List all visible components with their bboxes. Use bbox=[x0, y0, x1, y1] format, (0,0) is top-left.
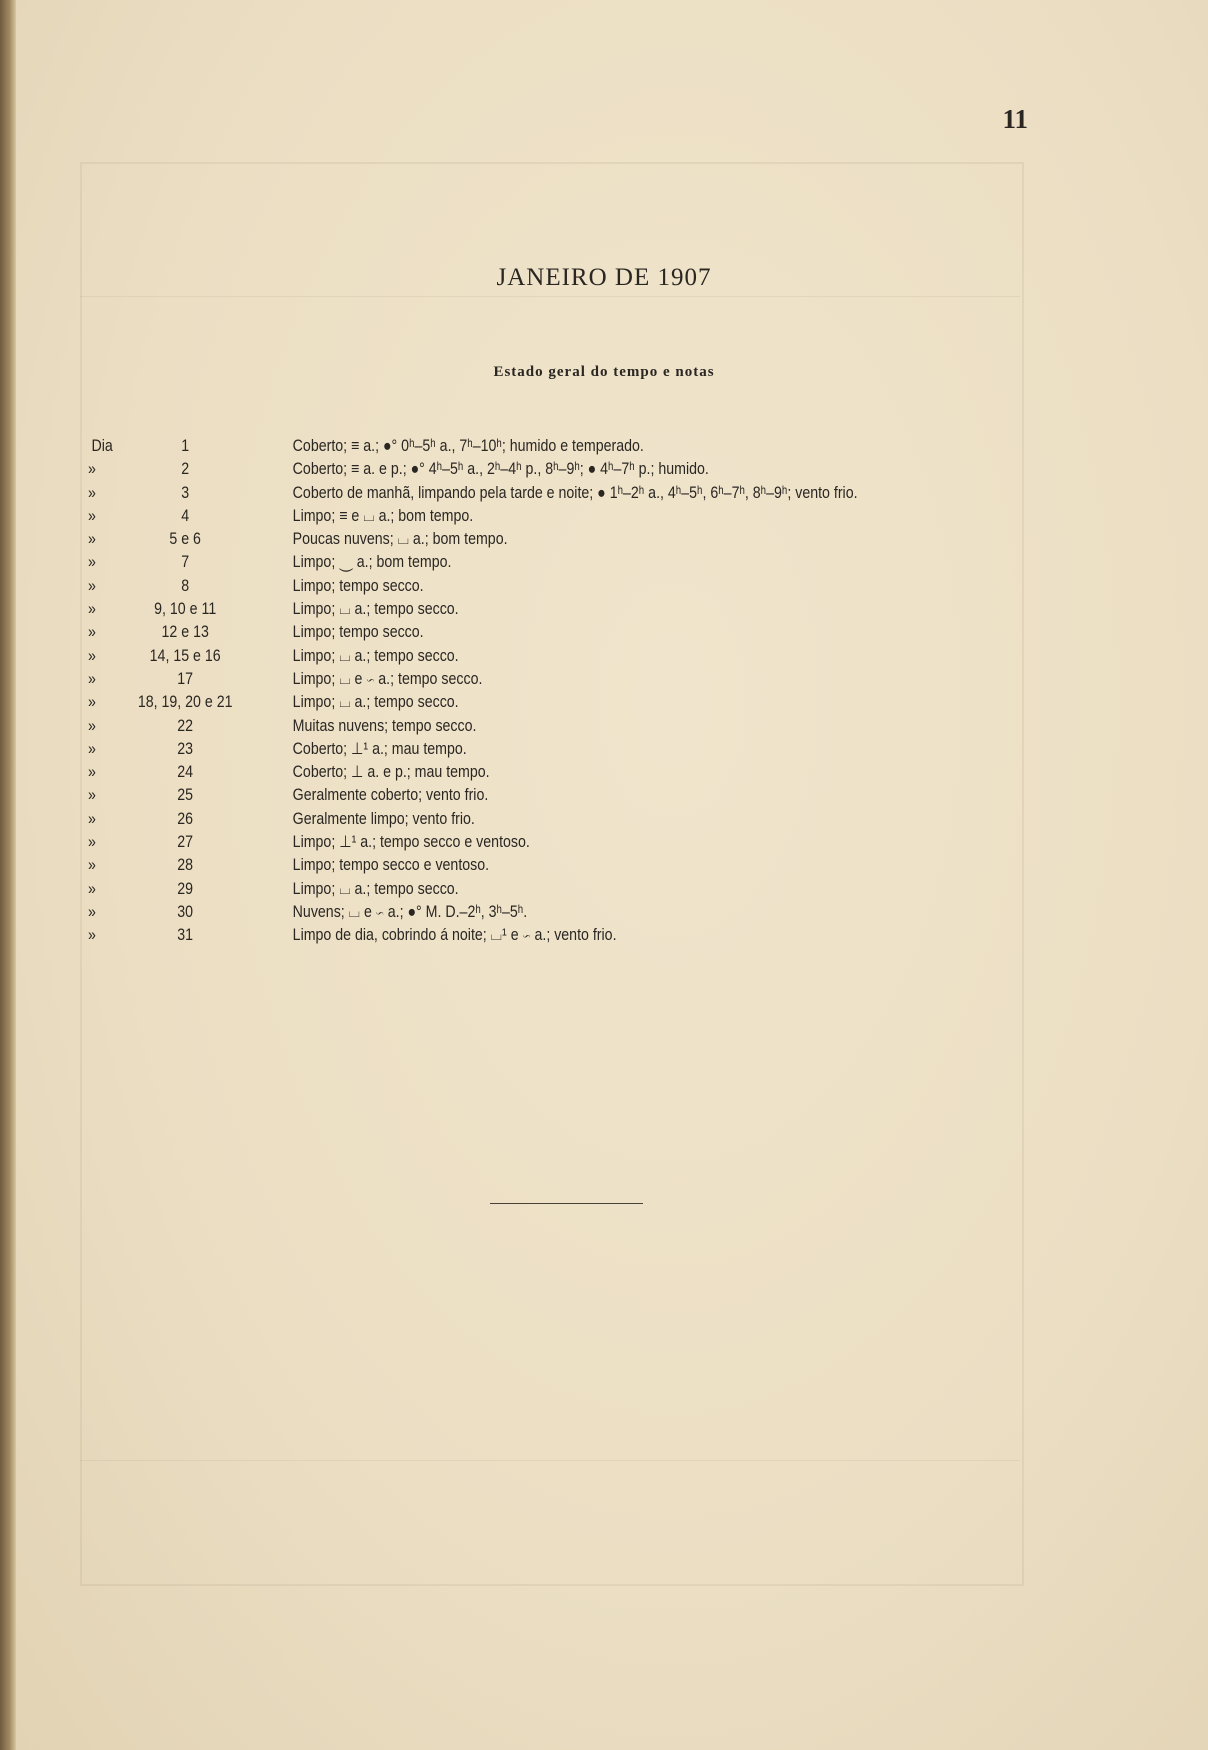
bleed-through-line bbox=[80, 1460, 1020, 1461]
weather-note: Limpo; ⏝ a.; bom tempo. bbox=[292, 553, 452, 572]
weather-note: Coberto; ⊥¹ a.; mau tempo. bbox=[292, 739, 467, 758]
day-label: 29 bbox=[177, 879, 194, 898]
weather-note: Limpo; ≡ e ⌴ a.; bom tempo. bbox=[292, 506, 474, 525]
ditto-mark: » bbox=[88, 902, 96, 921]
list-item bbox=[88, 878, 862, 901]
list-item bbox=[88, 621, 862, 644]
ditto-mark: » bbox=[88, 600, 96, 619]
weather-note: Limpo; ⊥¹ a.; tempo secco e ventoso. bbox=[292, 833, 530, 852]
day-label: 17 bbox=[177, 669, 194, 688]
day-label: 26 bbox=[177, 809, 194, 828]
day-label: 25 bbox=[177, 786, 194, 805]
ditto-mark: » bbox=[88, 646, 96, 665]
day-label: 23 bbox=[177, 739, 194, 758]
ditto-mark: » bbox=[88, 623, 96, 642]
list-item bbox=[88, 435, 862, 458]
weather-notes-list bbox=[88, 435, 988, 948]
day-label: 30 bbox=[177, 902, 194, 921]
list-item bbox=[88, 528, 862, 551]
list-item bbox=[88, 668, 862, 691]
ditto-mark: » bbox=[88, 926, 96, 945]
list-item bbox=[88, 854, 862, 877]
weather-note: Coberto; ≡ a. e p.; ●° 4ʰ–5ʰ a., 2ʰ–4ʰ p., 8ʰ–9ʰ; ● 4ʰ–7ʰ p.; humido. bbox=[292, 460, 709, 479]
weather-note: Limpo; ⌴ a.; tempo secco. bbox=[292, 600, 459, 619]
ditto-mark: » bbox=[88, 506, 96, 525]
ditto-mark: » bbox=[88, 833, 96, 852]
day-label: 3 bbox=[181, 483, 190, 502]
ditto-mark: Dia bbox=[91, 437, 113, 455]
weather-note: Limpo; ⌴ a.; tempo secco. bbox=[292, 646, 459, 665]
weather-note: Limpo; tempo secco e ventoso. bbox=[292, 856, 490, 875]
day-label: 14, 15 e 16 bbox=[149, 646, 221, 665]
list-item bbox=[88, 738, 862, 761]
ditto-mark: » bbox=[88, 879, 96, 898]
ditto-mark: » bbox=[88, 716, 96, 735]
weather-note: Poucas nuvens; ⌴ a.; bom tempo. bbox=[292, 530, 508, 549]
list-item bbox=[88, 761, 862, 784]
day-label: 2 bbox=[181, 460, 190, 479]
day-label: 28 bbox=[177, 856, 194, 875]
weather-note: Limpo; tempo secco. bbox=[292, 576, 424, 595]
ditto-mark: » bbox=[88, 553, 96, 572]
list-item bbox=[88, 784, 862, 807]
closing-rule bbox=[490, 1203, 643, 1204]
ditto-mark: » bbox=[88, 786, 96, 805]
day-label: 7 bbox=[181, 553, 190, 572]
day-label: 9, 10 e 11 bbox=[154, 600, 217, 619]
day-label: 8 bbox=[181, 576, 190, 595]
ditto-mark: » bbox=[88, 856, 96, 875]
weather-note: Limpo; ⌴ e ∽ a.; tempo secco. bbox=[292, 669, 483, 688]
day-label: 4 bbox=[181, 506, 190, 525]
book-spine-edge bbox=[0, 0, 16, 1750]
ditto-mark: » bbox=[88, 739, 96, 758]
day-label: 5 e 6 bbox=[169, 530, 201, 549]
day-label: 12 e 13 bbox=[161, 623, 209, 642]
weather-note: Limpo; tempo secco. bbox=[292, 623, 424, 642]
list-item bbox=[88, 645, 862, 668]
day-label: 31 bbox=[177, 926, 194, 945]
ditto-mark: » bbox=[88, 693, 96, 712]
list-item bbox=[88, 715, 862, 738]
day-label: 24 bbox=[177, 763, 194, 782]
list-item bbox=[88, 901, 862, 924]
weather-note: Muitas nuvens; tempo secco. bbox=[292, 716, 477, 735]
list-item bbox=[88, 575, 862, 598]
day-label: 22 bbox=[177, 716, 194, 735]
list-item bbox=[88, 691, 862, 714]
weather-note: Limpo; ⌴ a.; tempo secco. bbox=[292, 879, 459, 898]
weather-note: Nuvens; ⌴ e ∽ a.; ●° M. D.–2ʰ, 3ʰ–5ʰ. bbox=[292, 902, 528, 921]
list-item bbox=[88, 808, 862, 831]
day-label: 1 bbox=[181, 437, 190, 455]
list-item bbox=[88, 482, 862, 505]
list-item bbox=[88, 505, 862, 528]
weather-note: Geralmente limpo; vento frio. bbox=[292, 809, 475, 828]
ditto-mark: » bbox=[88, 809, 96, 828]
list-item bbox=[88, 458, 862, 481]
page-title: JANEIRO DE 1907 bbox=[496, 264, 712, 291]
weather-note: Coberto de manhã, limpando pela tarde e noite; ● 1ʰ–2ʰ a., 4ʰ–5ʰ, 6ʰ–7ʰ, 8ʰ–9ʰ; vento frio. bbox=[292, 483, 858, 502]
weather-note: Limpo de dia, cobrindo á noite; ⌴¹ e ∽ a.; vento frio. bbox=[292, 926, 617, 945]
bleed-through-line bbox=[80, 296, 1020, 297]
weather-note: Limpo; ⌴ a.; tempo secco. bbox=[292, 693, 459, 712]
section-subtitle: Estado geral do tempo e notas bbox=[493, 364, 715, 380]
list-item bbox=[88, 924, 862, 947]
weather-note: Coberto; ≡ a.; ●° 0ʰ–5ʰ a., 7ʰ–10ʰ; humido e temperado. bbox=[292, 437, 644, 455]
list-item bbox=[88, 831, 862, 854]
ditto-mark: » bbox=[88, 669, 96, 688]
ditto-mark: » bbox=[88, 763, 96, 782]
list-item bbox=[88, 598, 862, 621]
weather-note: Coberto; ⊥ a. e p.; mau tempo. bbox=[292, 763, 490, 782]
day-label: 18, 19, 20 e 21 bbox=[137, 693, 233, 712]
ditto-mark: » bbox=[88, 530, 96, 549]
page-number: 11 bbox=[1002, 104, 1028, 134]
ditto-mark: » bbox=[88, 576, 96, 595]
list-item bbox=[88, 551, 862, 574]
day-label: 27 bbox=[177, 833, 194, 852]
ditto-mark: » bbox=[88, 460, 96, 479]
ditto-mark: » bbox=[88, 483, 96, 502]
weather-note: Geralmente coberto; vento frio. bbox=[292, 786, 489, 805]
